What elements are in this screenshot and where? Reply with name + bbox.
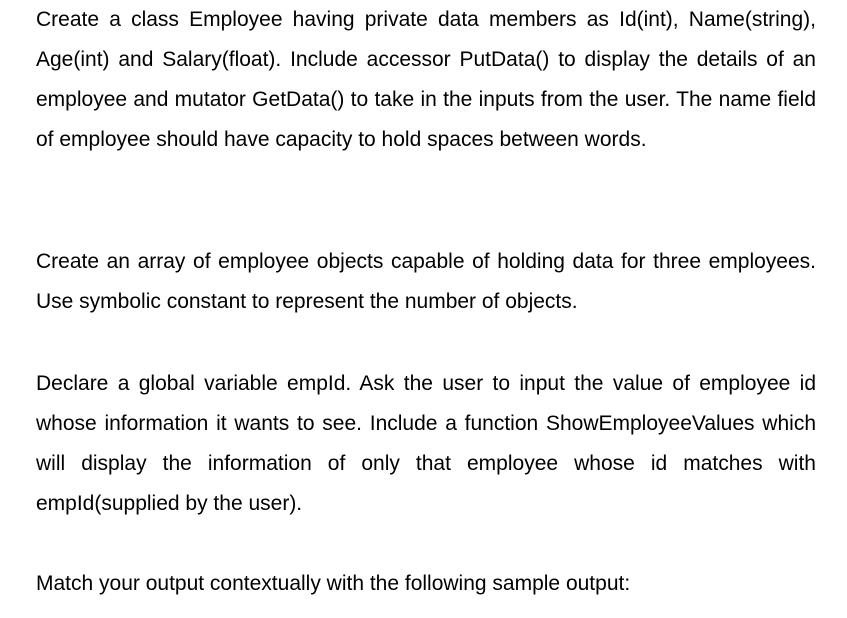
paragraph-sample-output-intro: Match your output contextually with the following sample output: (36, 572, 631, 595)
paragraph-array-definition: Create an array of employee objects capable of holding data for three employees. Use symbolic constant to represent the number of objects. (36, 250, 816, 313)
paragraph-global-variable: Declare a global variable empId. Ask the user to input the value of employee id whose information it wants to see. Include a function ShowEmployeeValues which will display the information of only that employee whose id matches with empId(supplied by the user). (36, 372, 816, 515)
paragraph-class-definition: Create a class Employee having private data members as Id(int), Name(string), Age(int) and Salary(float). Include accessor PutData() to display the details of an employee and mutator GetData() to take in the inputs from the user. The name field of employee should have capacity to hold spaces between words. (36, 8, 816, 151)
